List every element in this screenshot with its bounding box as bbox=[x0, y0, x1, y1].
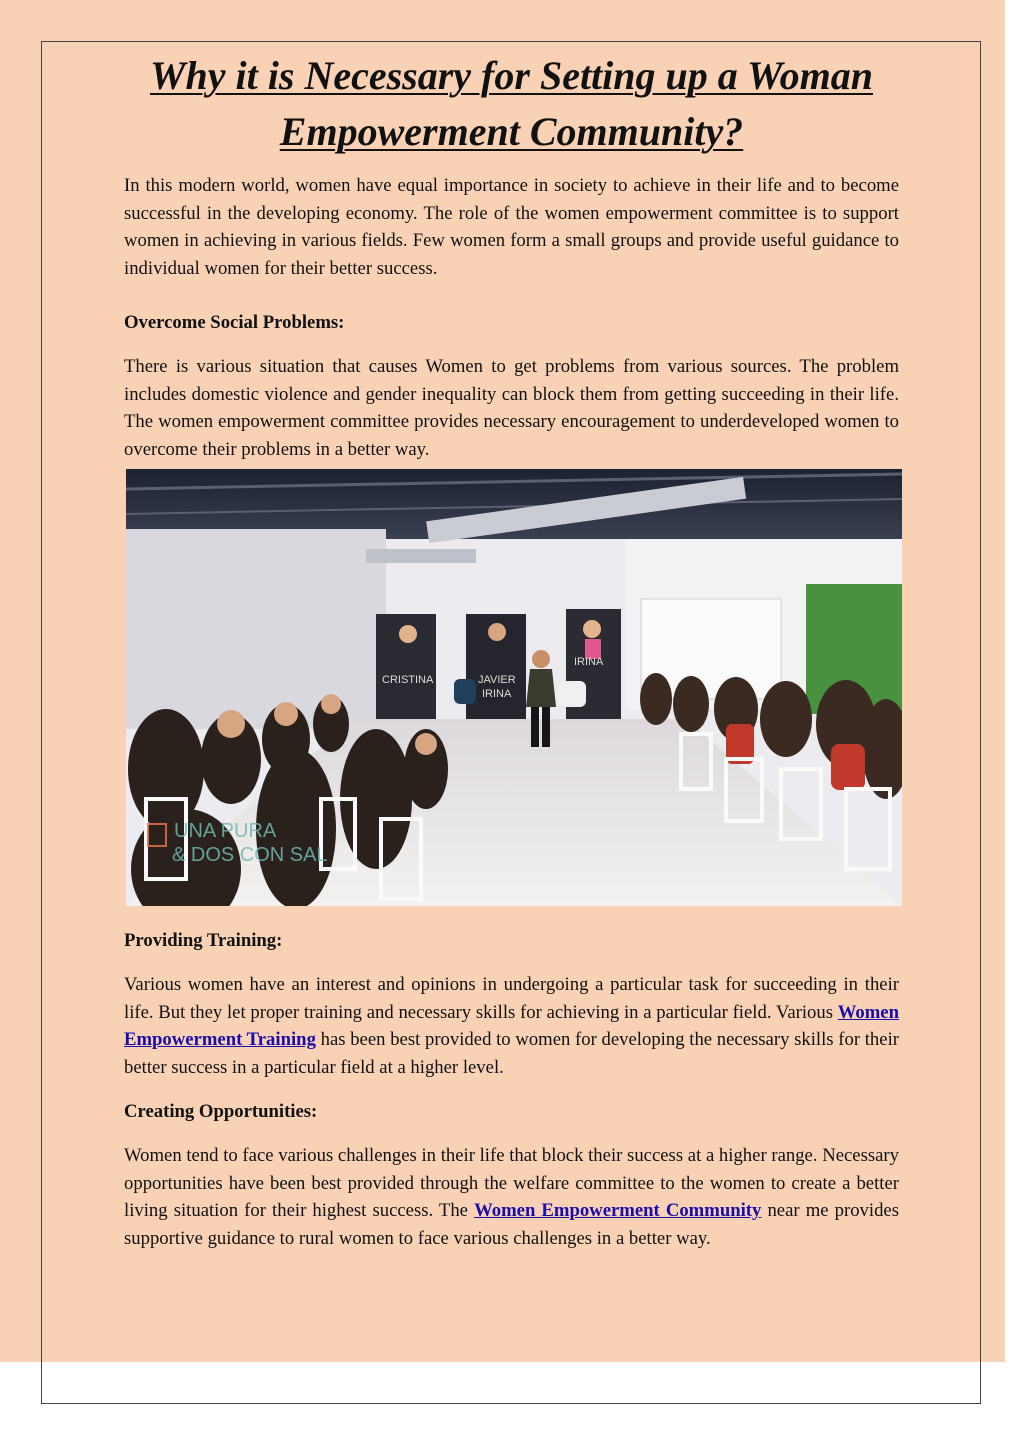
article-body bbox=[124, 172, 899, 463]
banner-irina-label: IRINA bbox=[574, 656, 604, 668]
page-title: Why it is Necessary for Setting up a Woman Empowerment Community? bbox=[149, 53, 874, 154]
section-paragraph-opportunities bbox=[124, 1142, 899, 1252]
event-photo-illustration bbox=[126, 469, 902, 906]
intro-paragraph: In this modern world, women have equal importance in society to achieve in their life and to become successful in the developing economy. The role of the women empowerment committee is to support women in achieving in various fields. Few women form a small groups and provide useful guidance to individual women for their better success. bbox=[124, 175, 899, 279]
banner-cristina-label: CRISTINA bbox=[382, 674, 434, 686]
opportunities-text-after: near me provides supportive guidance to rural women to face various challenges in a better way. bbox=[124, 1200, 899, 1249]
event-photo bbox=[126, 469, 902, 906]
women-empowerment-training-link[interactable]: Women Empowerment Training bbox=[124, 1001, 899, 1050]
section-heading-opportunities: Creating Opportunities: bbox=[124, 1101, 318, 1122]
banner-irina-label-2: IRINA bbox=[482, 688, 512, 700]
section-heading-overcome: Overcome Social Problems: bbox=[124, 312, 345, 333]
watermark-line-1: UNA PURA bbox=[174, 820, 277, 842]
section-paragraph-training bbox=[124, 971, 899, 1081]
banner-javier-label: JAVIER bbox=[478, 674, 516, 686]
training-text-after: has been best provided to women for developing the necessary skills for their better success in a particular field at a higher level. bbox=[124, 1029, 899, 1078]
article-body-continued bbox=[124, 927, 899, 1252]
opportunities-text-before: Women tend to face various challenges in their life that block their success at a higher range. Necessary opportunities have been best provided through the welfare committee to the women to create a better living situation for their highest success. The bbox=[124, 1145, 899, 1221]
women-empowerment-community-link[interactable]: Women Empowerment Community bbox=[474, 1200, 762, 1221]
training-text-before: Various women have an interest and opinions in undergoing a particular task for succeeding in their life. But they let proper training and necessary skills for achieving in a particular field. Various bbox=[124, 974, 899, 1023]
section-paragraph-overcome: There is various situation that causes Women to get problems from various sources. The problem includes domestic violence and gender inequality can block them from getting succeeding in their life. The women empowerment committee provides necessary encouragement to underdeveloped women to overcome their problems in a better way. bbox=[124, 356, 899, 460]
watermark-line-2: & DOS CON SAL bbox=[172, 844, 328, 866]
section-heading-training: Providing Training: bbox=[124, 930, 283, 951]
